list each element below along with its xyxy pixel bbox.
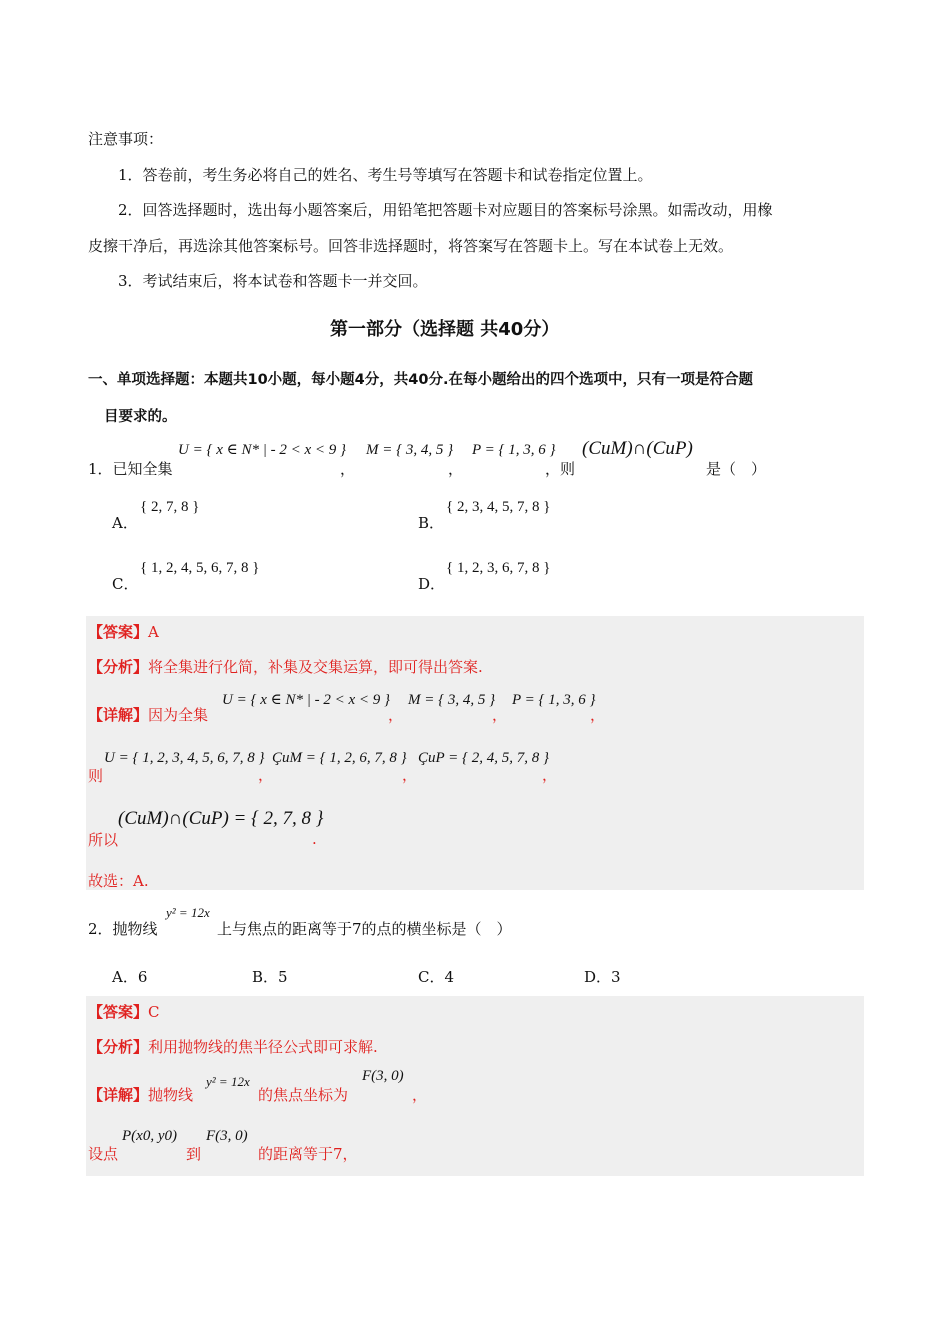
q1-detail-comma-3: ， bbox=[590, 706, 606, 724]
q1-detail-comma-2: ， bbox=[492, 706, 508, 724]
q1-detail-comma-1: ， bbox=[388, 706, 404, 724]
q2-answer-box bbox=[86, 996, 864, 1176]
q2-detail: 【详解】抛物线 bbox=[88, 1086, 194, 1104]
section-line-2: 目要求的。 bbox=[104, 409, 177, 425]
q2-option-c: C．4 bbox=[418, 968, 455, 986]
q1-answer: 【答案】A bbox=[88, 623, 159, 641]
q2-equation: y² = 12x bbox=[166, 905, 210, 920]
q2-answer: 【答案】C bbox=[88, 1003, 160, 1021]
q1-option-a-label: A． bbox=[112, 514, 138, 532]
q1-suffix: 是（ ） bbox=[706, 460, 767, 478]
q1-detail-U: U = { x ∈ N* | - 2 < x < 9 } bbox=[222, 692, 390, 708]
q1-so-word: 所以 bbox=[88, 831, 119, 849]
q1-CuP: ÇuP = { 2, 4, 5, 7, 8 } bbox=[418, 750, 550, 766]
q1-result-period: . bbox=[312, 830, 317, 848]
q2-point: P(x0, y0) bbox=[122, 1128, 177, 1144]
q1-U-full: U = { 1, 2, 3, 4, 5, 6, 7, 8 } bbox=[104, 750, 265, 766]
q1-expression: (CuM)∩(CuP) bbox=[582, 438, 693, 459]
notice-item-2b: 皮擦干净后，再选涂其他答案标号。回答非选择题时，将答案写在答题卡上。写在本试卷上无效。 bbox=[88, 237, 734, 255]
notice-item-2a: 2．回答选择题时，选出每小题答案后，用铅笔把答题卡对应题目的答案标号涂黑。如需改动，用橡 bbox=[118, 201, 773, 219]
q1-option-c-label: C． bbox=[112, 575, 139, 593]
q1-option-d-value: { 1, 2, 3, 6, 7, 8 } bbox=[446, 560, 551, 576]
q1-comma-1: ， bbox=[340, 460, 356, 478]
q2-analysis: 【分析】利用抛物线的焦半径公式即可求解. bbox=[88, 1038, 378, 1056]
q1-option-a-value: { 2, 7, 8 } bbox=[140, 499, 200, 515]
q2-suffix: 上与焦点的距离等于7的点的横坐标是（ ） bbox=[217, 920, 512, 938]
q1-choose: 故选：A. bbox=[88, 872, 149, 890]
q1-then: ，则 bbox=[545, 460, 576, 478]
q1-option-d-label: D． bbox=[418, 575, 446, 593]
notice-heading: 注意事项： bbox=[88, 130, 164, 148]
q1-U-set: U = { x ∈ N* | - 2 < x < 9 } bbox=[178, 442, 346, 458]
q1-option-b-value: { 2, 3, 4, 5, 7, 8 } bbox=[446, 499, 551, 515]
q1-M-set: M = { 3, 4, 5 } bbox=[366, 442, 454, 458]
q1-CuM: ÇuM = { 1, 2, 6, 7, 8 } bbox=[272, 750, 407, 766]
q1-then-comma-3: ， bbox=[542, 766, 558, 784]
q1-detail-M: M = { 3, 4, 5 } bbox=[408, 692, 496, 708]
q1-comma-2: ， bbox=[448, 460, 464, 478]
q1-detail-P: P = { 1, 3, 6 } bbox=[512, 692, 596, 708]
q2-option-b: B．5 bbox=[252, 968, 288, 986]
q2-to: 到 bbox=[186, 1145, 202, 1163]
section-line-1: 一、单项选择题：本题共10小题，每小题4分，共40分.在每小题给出的四个选项中，只有一项是符合题 bbox=[88, 372, 753, 388]
q2-detail-comma: ， bbox=[412, 1086, 428, 1104]
q1-detail: 【详解】因为全集 bbox=[88, 706, 209, 724]
q2-distance: 的距离等于7， bbox=[258, 1145, 358, 1163]
notice-item-3: 3．考试结束后，将本试卷和答题卡一并交回。 bbox=[118, 272, 428, 290]
q1-option-c-value: { 1, 2, 4, 5, 6, 7, 8 } bbox=[140, 560, 260, 576]
q1-result: (CuM)∩(CuP) = { 2, 7, 8 } bbox=[118, 808, 324, 829]
q2-option-d: D．3 bbox=[584, 968, 621, 986]
notice-item-1: 1．答卷前，考生务必将自己的姓名、考生号等填写在答题卡和试卷指定位置上。 bbox=[118, 166, 653, 184]
q2-prefix: 2．抛物线 bbox=[88, 920, 158, 938]
q2-detail-equation: y² = 12x bbox=[206, 1074, 250, 1089]
q2-set-point: 设点 bbox=[88, 1145, 119, 1163]
q2-option-a: A．6 bbox=[112, 968, 148, 986]
q1-option-b-label: B． bbox=[418, 514, 445, 532]
q2-focus-2: F(3, 0) bbox=[206, 1128, 248, 1144]
q1-then-comma-2: ， bbox=[402, 766, 418, 784]
q2-focus: F(3, 0) bbox=[362, 1068, 404, 1084]
q1-prefix: 1．已知全集 bbox=[88, 460, 173, 478]
part-title: 第一部分（选择题 共40分） bbox=[330, 319, 560, 340]
q1-then-word: 则 bbox=[88, 767, 104, 785]
q1-P-set: P = { 1, 3, 6 } bbox=[472, 442, 556, 458]
q1-analysis: 【分析】将全集进行化简，补集及交集运算，即可得出答案. bbox=[88, 658, 483, 676]
q2-detail-focus-text: 的焦点坐标为 bbox=[258, 1086, 349, 1104]
q1-then-comma-1: ， bbox=[258, 766, 274, 784]
